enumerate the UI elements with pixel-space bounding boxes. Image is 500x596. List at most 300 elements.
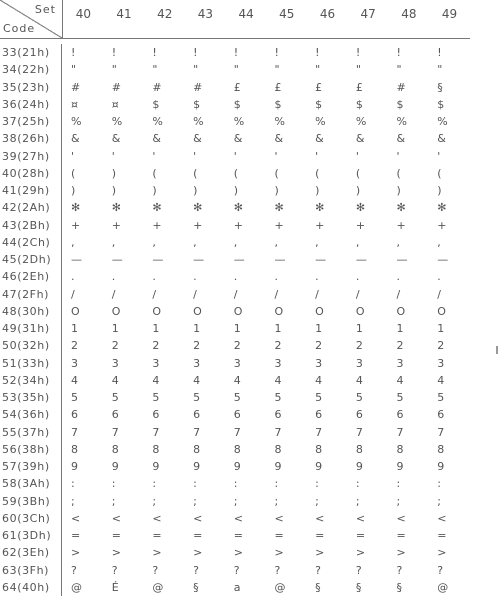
- table-cell: /: [355, 287, 360, 301]
- table-cell: <: [193, 511, 203, 525]
- table-cell: ,: [274, 235, 278, 249]
- table-row: [0, 61, 470, 78]
- table-cell: &: [152, 132, 161, 146]
- table-cell: 6: [233, 408, 241, 422]
- table-row: [0, 527, 470, 544]
- table-cell: a: [233, 580, 241, 594]
- table-cell: /: [233, 287, 238, 301]
- table-cell: ': [274, 149, 278, 163]
- table-cell: 9: [315, 460, 323, 473]
- row-cells: [62, 303, 470, 320]
- table-row: [0, 234, 470, 251]
- table-cell: 7: [437, 425, 445, 439]
- table-cell: 2: [193, 339, 201, 353]
- row-code: 57(39h): [0, 458, 62, 475]
- table-cell: =: [274, 529, 284, 542]
- table-cell: 8: [233, 442, 241, 456]
- table-cell: @: [152, 580, 164, 594]
- table-cell: +: [355, 218, 366, 232]
- table-cell: O: [233, 304, 243, 318]
- table-cell: ?: [193, 563, 199, 577]
- row-code: 59(3Bh): [0, 493, 62, 510]
- table-cell: !: [274, 46, 279, 59]
- table-cell: ): [111, 184, 116, 197]
- table-cell: ': [396, 149, 400, 163]
- table-cell: —: [315, 253, 327, 266]
- table-cell: ,: [193, 235, 197, 249]
- table-cell: ?: [274, 563, 281, 577]
- table-cell: <: [71, 511, 81, 525]
- table-cell: —: [71, 253, 82, 266]
- table-cell: &: [71, 132, 80, 146]
- table-cell: ,: [152, 235, 156, 249]
- table-cell: $: [233, 97, 241, 111]
- table-cell: 5: [437, 391, 445, 404]
- table-cell: 2: [111, 339, 119, 353]
- table-cell: <: [152, 511, 162, 525]
- table-row: [0, 96, 470, 113]
- table-cell: /: [274, 287, 279, 301]
- table-row: [0, 389, 470, 406]
- table-cell: 5: [152, 391, 160, 404]
- set-header-48: 48: [401, 7, 417, 21]
- table-cell: 4: [111, 373, 119, 387]
- table-cell: +: [315, 218, 325, 232]
- table-cell: ': [152, 149, 156, 163]
- table-cell: /: [396, 287, 401, 301]
- table-row: [0, 113, 470, 130]
- table-cell: 9: [396, 460, 404, 473]
- table-cell: =: [355, 529, 366, 542]
- row-code: 58(3Ah): [0, 475, 62, 492]
- row-code: 36(24h): [0, 96, 62, 113]
- table-cell: (: [233, 166, 239, 180]
- table-cell: 5: [111, 391, 119, 404]
- table-cell: 1: [233, 322, 241, 335]
- table-cell: .: [193, 270, 197, 284]
- table-cell: =: [396, 529, 406, 542]
- table-cell: &: [396, 132, 406, 146]
- table-cell: .: [233, 270, 238, 284]
- table-row: [0, 286, 470, 303]
- row-cells: [62, 562, 470, 579]
- table-cell: —: [437, 253, 449, 266]
- table-cell: O: [437, 304, 446, 318]
- row-code: 38(26h): [0, 130, 62, 147]
- table-cell: .: [315, 270, 319, 284]
- table-cell: 5: [233, 391, 241, 404]
- table-cell: O: [111, 304, 121, 318]
- row-code: 56(38h): [0, 441, 62, 458]
- table-cell: .: [396, 270, 400, 284]
- table-cell: ': [355, 149, 359, 163]
- table-cell: 7: [111, 425, 119, 439]
- row-cells: [62, 510, 470, 527]
- table-cell: 4: [233, 373, 241, 387]
- table-row: [0, 544, 470, 561]
- table-cell: !: [355, 46, 361, 59]
- table-cell: —: [233, 253, 245, 266]
- table-cell: /: [111, 287, 116, 301]
- table-cell: :: [396, 477, 401, 491]
- table-cell: ': [193, 149, 197, 163]
- table-cell: 3: [152, 356, 160, 370]
- table-cell: 4: [152, 373, 160, 387]
- table-cell: ': [315, 149, 319, 163]
- table-cell: 3: [315, 356, 323, 370]
- table-cell: ?: [233, 563, 240, 577]
- table-cell: @: [274, 580, 286, 594]
- table-cell: /: [71, 287, 75, 301]
- table-row: [0, 579, 470, 596]
- set-column-headers: [63, 0, 470, 38]
- table-cell: (: [71, 166, 76, 180]
- table-cell: 8: [437, 442, 445, 456]
- table-cell: §: [396, 580, 402, 594]
- table-cell: O: [396, 304, 406, 318]
- row-cells: [62, 148, 470, 165]
- table-cell: ?: [111, 563, 118, 577]
- table-cell: 2: [71, 339, 78, 353]
- table-cell: ': [437, 149, 441, 163]
- table-cell: £: [274, 80, 282, 94]
- table-cell: $: [355, 97, 363, 111]
- table-cell: —: [111, 253, 123, 266]
- table-cell: 1: [71, 322, 78, 335]
- table-cell: /: [152, 287, 157, 301]
- table-cell: #: [71, 80, 81, 94]
- row-cells: [62, 199, 470, 216]
- table-cell: %: [396, 115, 407, 128]
- row-cells: [62, 182, 470, 199]
- table-cell: ?: [315, 563, 321, 577]
- table-cell: &: [274, 132, 284, 146]
- table-cell: 6: [193, 408, 201, 422]
- row-code: 40(28h): [0, 165, 62, 182]
- table-cell: /: [437, 287, 441, 301]
- table-cell: (: [274, 166, 279, 180]
- table-cell: $: [274, 97, 282, 111]
- row-code: 54(36h): [0, 406, 62, 423]
- table-cell: <: [315, 511, 325, 525]
- table-row: [0, 148, 470, 165]
- table-cell: ": [274, 63, 280, 77]
- table-cell: #: [193, 80, 203, 94]
- table-cell: (: [193, 166, 198, 180]
- table-cell: ;: [193, 494, 197, 508]
- table-cell: >: [111, 546, 121, 560]
- table-cell: 3: [274, 356, 282, 370]
- table-row: [0, 199, 470, 216]
- table-cell: %: [152, 115, 163, 128]
- table-cell: ,: [71, 235, 75, 249]
- table-cell: ✻: [233, 201, 243, 215]
- table-cell: ✻: [111, 201, 121, 215]
- table-row: [0, 458, 470, 475]
- table-cell: +: [152, 218, 162, 232]
- table-cell: >: [193, 546, 203, 560]
- table-cell: :: [233, 477, 238, 491]
- table-row: [0, 424, 470, 441]
- table-cell: O: [355, 304, 365, 318]
- table-body: [0, 44, 470, 596]
- table-cell: ✻: [71, 201, 81, 215]
- table-cell: 4: [193, 373, 201, 387]
- table-cell: 6: [111, 408, 119, 422]
- table-cell: !: [396, 46, 401, 59]
- table-cell: (: [396, 166, 401, 180]
- table-cell: !: [71, 46, 76, 59]
- table-row: [0, 562, 470, 579]
- table-header: [0, 0, 470, 39]
- table-cell: É: [111, 580, 119, 594]
- table-cell: =: [315, 529, 325, 542]
- row-cells: [62, 458, 470, 475]
- table-cell: ¤: [111, 97, 119, 111]
- row-cells: [62, 61, 470, 78]
- table-cell: §: [193, 580, 199, 594]
- row-code: 61(3Dh): [0, 527, 62, 544]
- table-cell: ): [193, 184, 198, 197]
- table-cell: 3: [193, 356, 201, 370]
- table-cell: :: [152, 477, 157, 491]
- row-code: 64(40h): [0, 579, 62, 596]
- row-cells: [62, 389, 470, 406]
- table-row: [0, 182, 470, 199]
- table-cell: £: [233, 80, 241, 94]
- table-cell: 3: [437, 356, 445, 370]
- row-code: 48(30h): [0, 303, 62, 320]
- table-cell: 8: [315, 442, 323, 456]
- table-cell: 5: [193, 391, 201, 404]
- set-header-47: 47: [360, 7, 376, 21]
- table-cell: ?: [437, 563, 444, 577]
- table-cell: !: [233, 46, 239, 59]
- table-cell: 4: [396, 373, 404, 387]
- table-cell: $: [437, 97, 445, 111]
- row-cells: [62, 355, 470, 372]
- table-cell: ": [396, 63, 402, 77]
- table-cell: ,: [315, 235, 319, 249]
- table-cell: >: [71, 546, 81, 560]
- table-cell: +: [274, 218, 284, 232]
- table-cell: ✻: [274, 201, 284, 215]
- table-cell: <: [396, 511, 406, 525]
- table-cell: >: [396, 546, 406, 560]
- table-cell: >: [315, 546, 325, 560]
- table-cell: .: [71, 270, 75, 284]
- table-cell: ': [233, 149, 237, 163]
- table-cell: 3: [111, 356, 119, 370]
- table-cell: ': [111, 149, 115, 163]
- table-cell: @: [437, 580, 449, 594]
- table-cell: 8: [396, 442, 404, 456]
- table-cell: %: [274, 115, 285, 128]
- table-cell: ;: [437, 494, 441, 508]
- table-cell: ": [437, 63, 443, 77]
- table-cell: 7: [233, 425, 241, 439]
- row-code: 51(33h): [0, 355, 62, 372]
- table-cell: ;: [233, 494, 238, 508]
- table-cell: 2: [274, 339, 282, 353]
- table-cell: 3: [355, 356, 363, 370]
- table-cell: O: [315, 304, 324, 318]
- table-cell: @: [71, 580, 82, 594]
- table-cell: 3: [71, 356, 78, 370]
- table-cell: 1: [396, 322, 404, 335]
- table-cell: 8: [274, 442, 282, 456]
- table-row: [0, 372, 470, 389]
- table-cell: /: [193, 287, 197, 301]
- table-cell: $: [315, 97, 323, 111]
- table-cell: £: [315, 80, 323, 94]
- table-cell: 7: [274, 425, 282, 439]
- table-cell: 7: [193, 425, 201, 439]
- row-cells: [62, 165, 470, 182]
- row-code: 37(25h): [0, 113, 62, 130]
- table-cell: ✻: [396, 201, 406, 215]
- table-cell: =: [233, 529, 243, 542]
- table-cell: 7: [396, 425, 404, 439]
- table-cell: (: [355, 166, 361, 180]
- row-code: 46(2Eh): [0, 268, 62, 285]
- table-cell: #: [396, 80, 406, 94]
- table-cell: —: [355, 253, 367, 266]
- table-cell: ): [71, 184, 76, 197]
- table-cell: —: [193, 253, 205, 266]
- row-cells: [62, 544, 470, 561]
- table-cell: >: [437, 546, 447, 560]
- row-code: 63(3Fh): [0, 562, 62, 579]
- row-cells: [62, 217, 470, 234]
- row-cells: [62, 372, 470, 389]
- table-cell: ': [71, 149, 75, 163]
- table-cell: ✻: [152, 201, 162, 215]
- table-cell: —: [274, 253, 286, 266]
- table-cell: 7: [355, 425, 363, 439]
- table-cell: &: [355, 132, 365, 146]
- table-row: [0, 217, 470, 234]
- table-cell: 4: [355, 373, 363, 387]
- table-cell: +: [437, 218, 447, 232]
- table-cell: =: [437, 529, 447, 542]
- row-cells: [62, 441, 470, 458]
- table-cell: ;: [152, 494, 157, 508]
- table-cell: ✻: [193, 201, 203, 215]
- row-cells: [62, 320, 470, 337]
- table-cell: O: [71, 304, 80, 318]
- row-code: 62(3Eh): [0, 544, 62, 561]
- table-cell: <: [355, 511, 366, 525]
- table-cell: %: [233, 115, 245, 128]
- table-cell: ): [437, 184, 442, 197]
- table-cell: .: [152, 270, 156, 284]
- table-cell: =: [152, 529, 162, 542]
- table-cell: >: [355, 546, 366, 560]
- row-cells: [62, 268, 470, 285]
- row-code: 39(27h): [0, 148, 62, 165]
- table-cell: ✻: [315, 201, 325, 215]
- table-cell: (: [152, 166, 157, 180]
- set-header-45: 45: [279, 7, 295, 21]
- row-code: 55(37h): [0, 424, 62, 441]
- table-cell: &: [437, 132, 446, 146]
- table-cell: 8: [152, 442, 160, 456]
- table-cell: .: [274, 270, 278, 284]
- table-cell: 9: [152, 460, 160, 473]
- table-row: [0, 44, 470, 61]
- table-cell: 4: [71, 373, 78, 387]
- table-cell: +: [396, 218, 406, 232]
- table-cell: ): [152, 184, 157, 197]
- table-cell: .: [111, 270, 116, 284]
- table-cell: 1: [315, 322, 323, 335]
- table-cell: +: [71, 218, 81, 232]
- row-cells: [62, 44, 470, 61]
- table-cell: 2: [396, 339, 404, 353]
- table-cell: <: [274, 511, 284, 525]
- table-cell: 6: [315, 408, 323, 422]
- row-code: 43(2Bh): [0, 217, 62, 234]
- table-row: [0, 337, 470, 354]
- table-cell: :: [193, 477, 197, 491]
- table-cell: O: [193, 304, 202, 318]
- table-cell: ": [233, 63, 239, 77]
- table-cell: 6: [152, 408, 160, 422]
- table-cell: 6: [355, 408, 363, 422]
- table-cell: 9: [193, 460, 201, 473]
- table-cell: 8: [193, 442, 201, 456]
- table-cell: ?: [355, 563, 362, 577]
- table-cell: 1: [193, 322, 201, 335]
- table-cell: 6: [71, 408, 78, 422]
- table-cell: ;: [355, 494, 360, 508]
- row-code: 33(21h): [0, 44, 62, 61]
- table-cell: —: [396, 253, 408, 266]
- table-cell: 5: [355, 391, 363, 404]
- table-cell: ,: [111, 235, 116, 249]
- table-cell: 5: [274, 391, 282, 404]
- row-code: 53(35h): [0, 389, 62, 406]
- table-cell: §: [315, 580, 321, 594]
- table-cell: <: [111, 511, 121, 525]
- table-row: [0, 441, 470, 458]
- table-cell: 9: [274, 460, 282, 473]
- table-cell: ✻: [437, 201, 447, 215]
- table-cell: .: [355, 270, 360, 284]
- set-label: Set: [34, 3, 56, 16]
- table-cell: >: [233, 546, 243, 560]
- table-cell: ): [111, 166, 116, 180]
- table-row: [0, 268, 470, 285]
- table-row: [0, 79, 470, 96]
- table-cell: §: [437, 80, 443, 94]
- table-cell: &: [315, 132, 324, 146]
- row-cells: [62, 493, 470, 510]
- table-cell: ": [315, 63, 321, 77]
- table-cell: ": [71, 63, 77, 77]
- row-code: 34(22h): [0, 61, 62, 78]
- row-cells: [62, 251, 470, 268]
- table-cell: =: [193, 529, 203, 542]
- row-code: 49(31h): [0, 320, 62, 337]
- table-cell: £: [355, 80, 363, 94]
- table-cell: 4: [274, 373, 282, 387]
- row-cells: [62, 286, 470, 303]
- table-cell: —: [152, 253, 164, 266]
- table-cell: ,: [396, 235, 400, 249]
- table-cell: >: [274, 546, 284, 560]
